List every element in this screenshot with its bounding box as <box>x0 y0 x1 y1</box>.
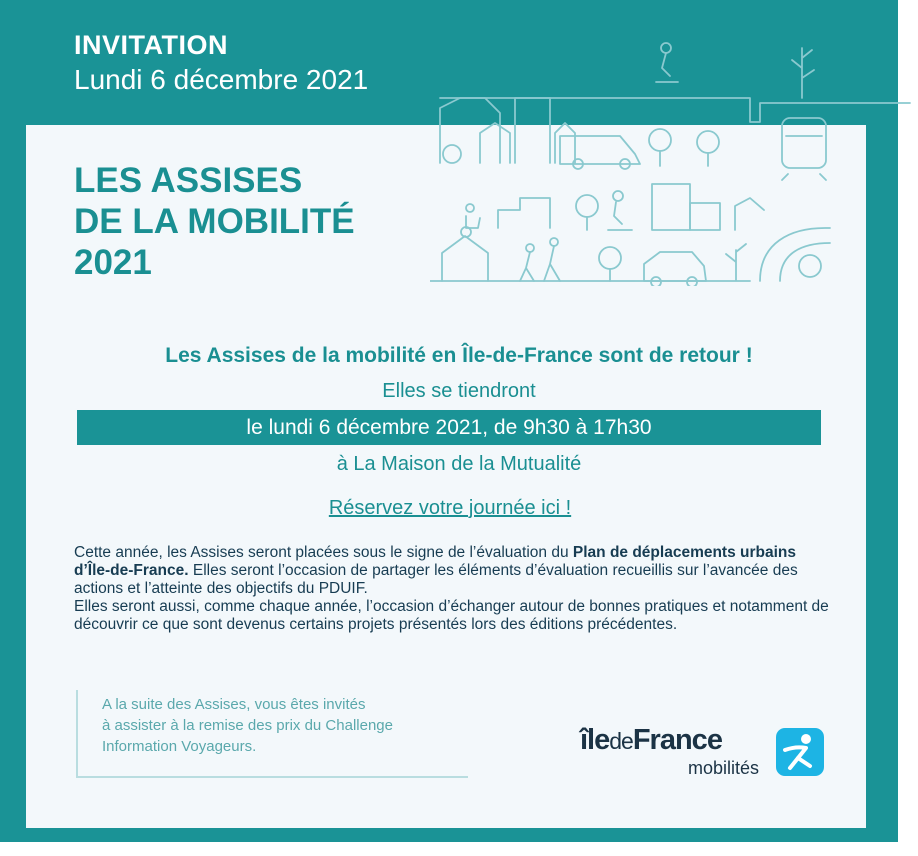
title-line-2: DE LA MOBILITÉ <box>74 202 355 241</box>
title-line-3: 2021 <box>74 243 152 282</box>
pdu-bold: Plan de déplacements urbains d’Île-de-France. <box>74 544 797 579</box>
house-icon <box>442 236 488 281</box>
note-line-2: à assister à la remise des prix du Challenge <box>102 717 393 734</box>
building-icon <box>690 203 720 230</box>
tree-icon <box>599 247 621 269</box>
logo-wordmark: îledeFrance <box>580 724 722 756</box>
plant-icon <box>726 244 746 280</box>
recycle-icon <box>799 255 821 277</box>
scooter-rider-icon <box>613 191 623 201</box>
note-box <box>76 690 468 778</box>
event-venue: à La Maison de la Mutualité <box>336 453 582 475</box>
note-line-1: A la suite des Assises, vous êtes invités <box>102 696 366 713</box>
title-line-1: LES ASSISES <box>74 161 303 200</box>
logo-badge-icon <box>776 728 824 776</box>
event-date-time-banner: le lundi 6 décembre 2021, de 9h30 à 17h30 <box>77 410 821 445</box>
wheelchair-icon <box>466 204 474 212</box>
walker-icon <box>550 238 558 246</box>
building-icon <box>440 98 500 163</box>
description-text: Cette année, les Assises seront placées sous le signe de l’évaluation du <box>74 544 573 561</box>
walker-icon <box>526 244 534 252</box>
factory-icon <box>498 198 550 228</box>
tree-icon <box>697 131 719 153</box>
bush-icon <box>443 145 461 163</box>
city-mobility-illustration <box>430 38 918 286</box>
house-icon <box>480 123 510 163</box>
car-icon <box>644 252 706 281</box>
event-date: Lundi 6 décembre 2021 <box>74 64 369 95</box>
description-text: Elles seront l’occasion de partager les éléments d’évaluation recueillis sur l’avancée des actions et l’atteinte des objectifs du PDUIF. <box>74 562 798 597</box>
description <box>74 544 834 634</box>
building-icon <box>652 184 690 230</box>
page-title <box>74 160 355 283</box>
logo-subtitle: mobilités <box>688 758 760 778</box>
tower-icon <box>515 98 550 163</box>
invitation-label: INVITATION <box>74 30 228 60</box>
iledefrance-mobilites-logo <box>580 724 830 783</box>
event-headline: Les Assises de la mobilité en Île-de-France sont de retour ! <box>165 344 753 367</box>
tree-icon <box>649 129 671 151</box>
note-line-3: Information Voyageurs. <box>102 738 257 755</box>
street-lamp-icon <box>735 198 764 230</box>
scooter-rider-icon <box>661 43 671 53</box>
plant-icon <box>792 48 814 98</box>
skyline-contour <box>440 98 910 122</box>
description-paragraph-2: Elles seront aussi, comme chaque année, l’occasion d’échanger autour de bonnes pratiques et notamment de découvrir ce que sont devenus certains projets présentés lors des éditions précédentes. <box>74 598 829 633</box>
house-icon <box>555 123 575 163</box>
tram-icon <box>782 118 826 168</box>
tree-icon <box>576 195 598 217</box>
reserve-link[interactable]: Réservez votre journée ici ! <box>328 497 572 519</box>
event-line-1: Elles se tiendront <box>382 380 536 402</box>
note-text <box>102 694 393 757</box>
